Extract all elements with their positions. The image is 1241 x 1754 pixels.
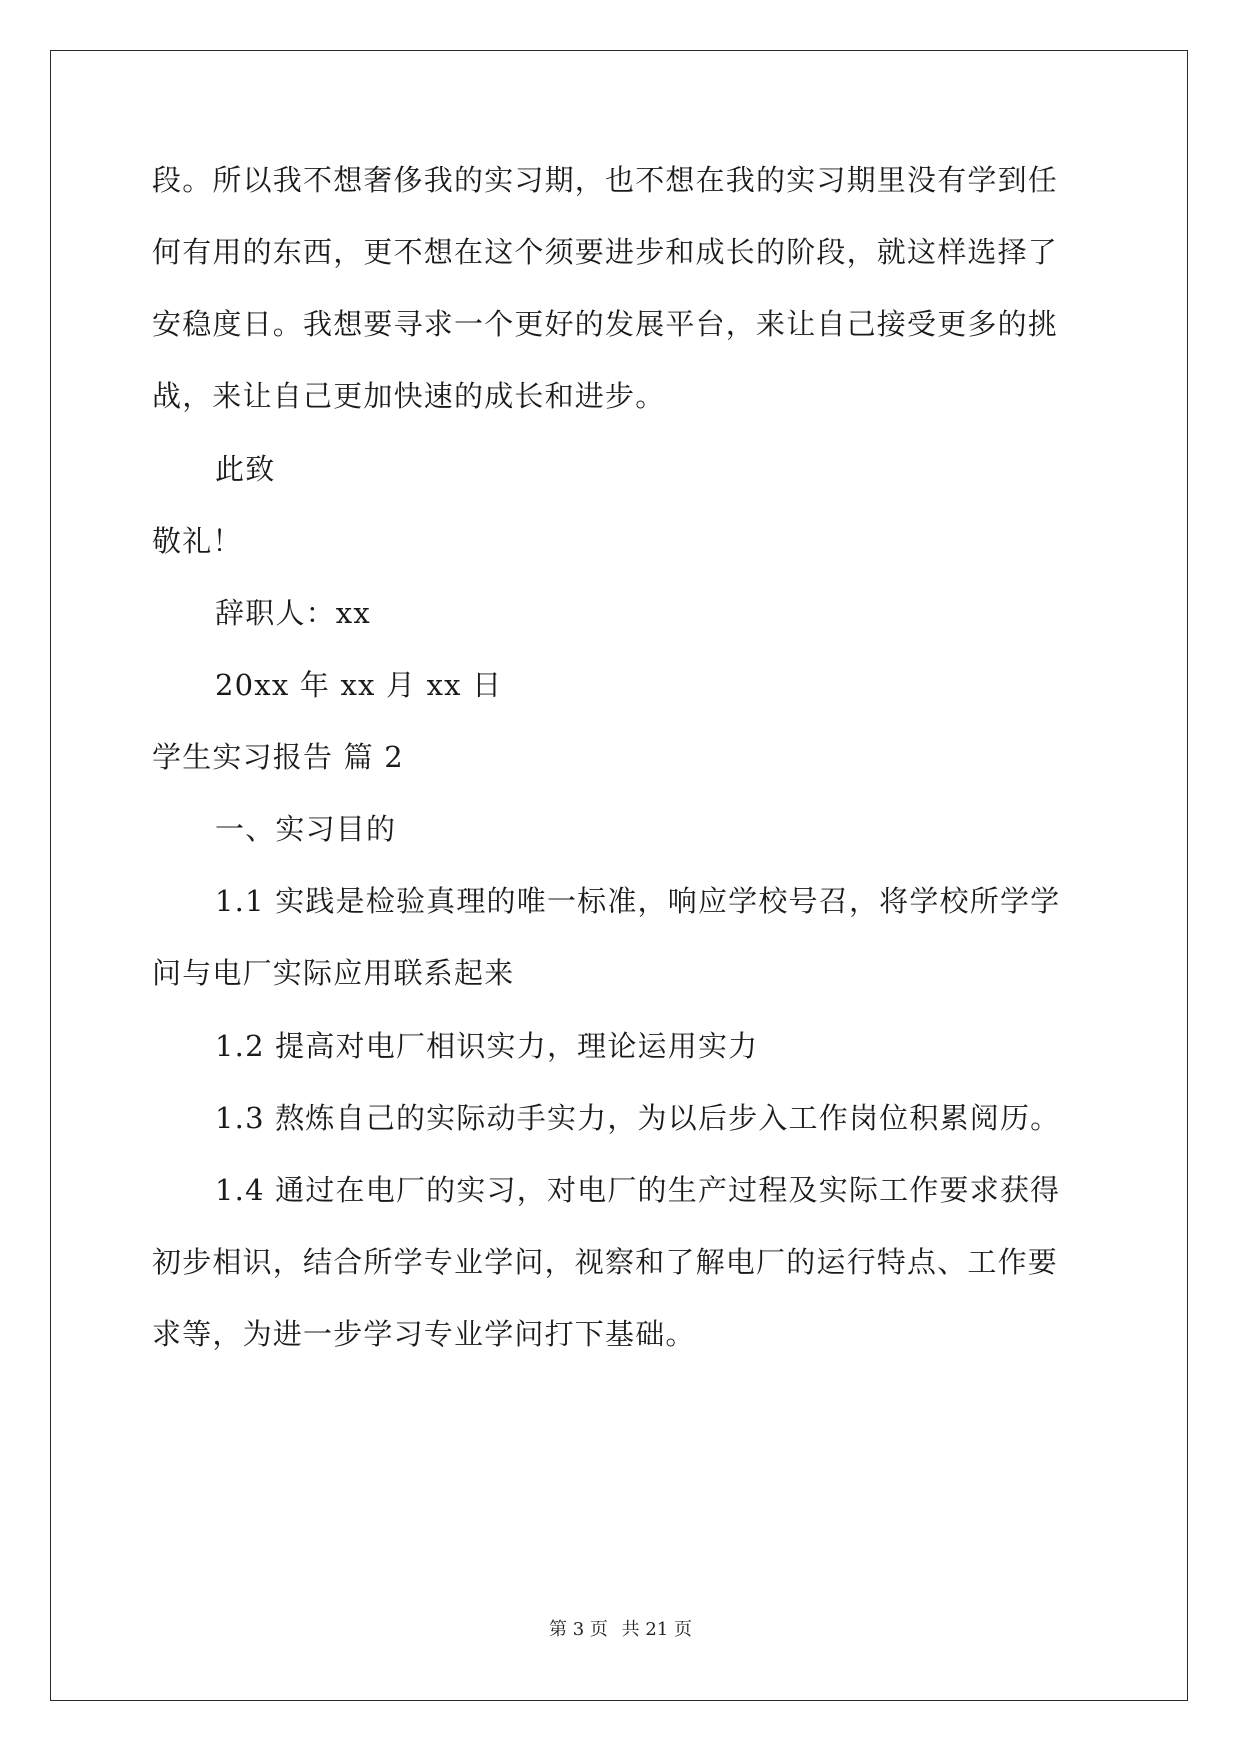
paragraph-line: 战，来让自己更加快速的成长和进步。 xyxy=(152,379,666,413)
list-item-continuation: 求等，为进一步学习专业学问打下基础。 xyxy=(152,1317,696,1351)
paragraph-line: 安稳度日。我想要寻求一个更好的发展平台，来让自己接受更多的挑 xyxy=(152,307,1059,341)
section-heading: 一、实习目的 xyxy=(215,812,397,846)
list-item-continuation: 初步相识，结合所学专业学问，视察和了解电厂的运行特点、工作要 xyxy=(152,1245,1059,1279)
signature-line: 辞职人：xx xyxy=(215,596,371,630)
paragraph-line: 段。所以我不想奢侈我的实习期，也不想在我的实习期里没有学到任 xyxy=(152,163,1059,197)
list-item-continuation: 问与电厂实际应用联系起来 xyxy=(152,956,515,990)
list-item: 1.1 实践是检验真理的唯一标准，响应学校号召，将学校所学学 xyxy=(215,884,1061,918)
total-pages: 共 21 页 xyxy=(621,1619,692,1640)
list-item: 1.2 提高对电厂相识实力，理论运用实力 xyxy=(215,1029,759,1063)
salutation: 敬礼！ xyxy=(152,524,243,558)
page-footer xyxy=(0,1618,1241,1642)
date-line: 20xx 年 xx 月 xx 日 xyxy=(215,668,503,702)
page-number: 第 3 页 xyxy=(549,1619,608,1640)
list-item: 1.4 通过在电厂的实习，对电厂的生产过程及实际工作要求获得 xyxy=(215,1173,1061,1207)
section-title: 学生实习报告 篇 2 xyxy=(152,740,404,774)
paragraph-line: 何有用的东西，更不想在这个须要进步和成长的阶段，就这样选择了 xyxy=(152,235,1059,269)
closing-phrase: 此致 xyxy=(215,452,276,486)
list-item: 1.3 熬炼自己的实际动手实力，为以后步入工作岗位积累阅历。 xyxy=(215,1101,1061,1135)
page-border xyxy=(50,50,1188,1701)
